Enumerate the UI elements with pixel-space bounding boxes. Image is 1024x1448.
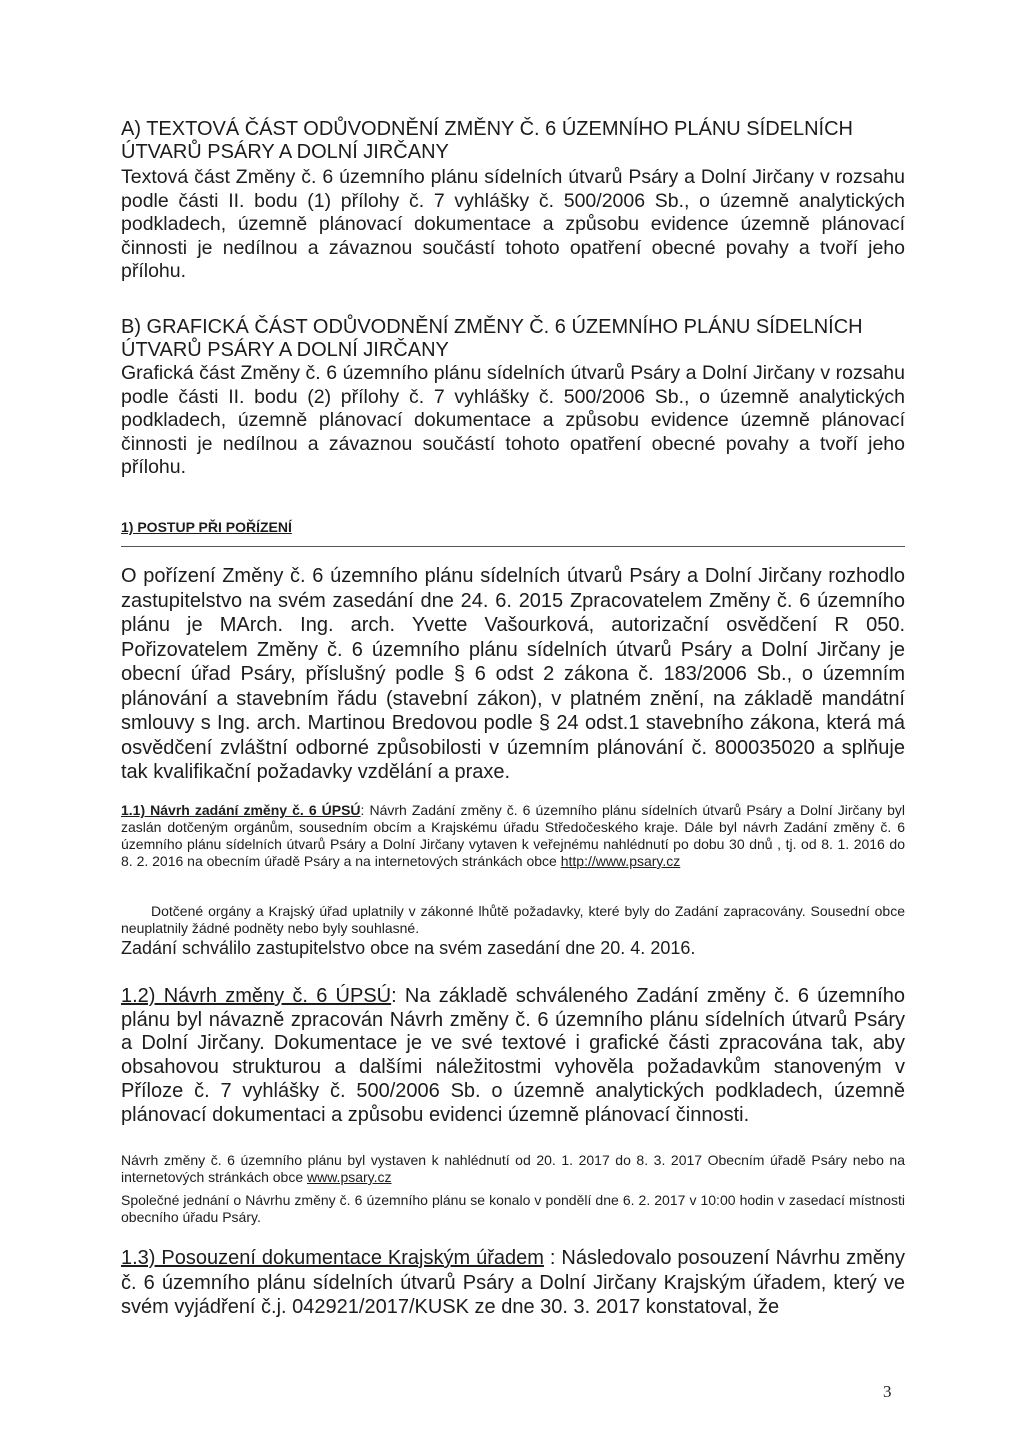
section-1-3-label: 1.3) Posouzení dokumentace Krajským úřadem xyxy=(121,1247,544,1269)
section-1-title-text: 1) POSTUP PŘI POŘÍZENÍ xyxy=(121,519,292,535)
section-1-2-label: 1.2) Návrh změny č. 6 ÚPSÚ xyxy=(121,985,392,1007)
section-1-2-exhibit-note xyxy=(121,1152,905,1186)
section-b-heading-line-1: B) GRAFICKÁ ČÁST ODŮVODNĚNÍ ZMĚNY Č. 6 ÚZEMNÍHO PLÁNU SÍDELNÍCH xyxy=(121,316,863,338)
section-1-2-meeting-note: Společné jednání o Návrhu změny č. 6 územního plánu se konalo v pondělí dne 6. 2. 2017 v 10:00 hodin v zasedací místnosti obecního úřadu Psáry. xyxy=(121,1192,905,1225)
section-1-2-small-1: Návrh změny č. 6 územního plánu byl vystaven k nahlédnutí od 20. 1. 2017 do 8. 3. 2017 Obecním úřadě Psáry nebo na internetových stránkách obce xyxy=(121,1152,905,1185)
section-1-1-paragraph-2 xyxy=(121,903,905,937)
section-1-1-label: 1.1) Návrh zadání změny č. 6 ÚPSÚ xyxy=(121,802,361,818)
section-a-heading-line-1: A) TEXTOVÁ ČÁST ODŮVODNĚNÍ ZMĚNY Č. 6 ÚZEMNÍHO PLÁNU SÍDELNÍCH xyxy=(121,118,853,140)
section-1-2-body: : Na základě schváleného Zadání změny č. 6 územního plánu byl návazně zpracován Návrh změny č. 6 územního plánu sídelních útvarů Psáry a Dolní Jirčany. Dokumentace je ve své textové i grafické části zpracována tak, aby obsahovou strukturou a dalšími náležitostmi vyhověla požadavkům stanoveným v Příloze č. 7 vyhlášky č. 500/2006 Sb. o územně analytických podkladech, územně plánovací dokumentaci a způsobu evidenci územně plánovací činnosti. xyxy=(121,985,906,1126)
psary-website-link[interactable]: http://www.psary.cz xyxy=(560,853,681,869)
section-1-2-paragraph xyxy=(121,985,905,1127)
section-1-1-approval: Zadání schválilo zastupitelstvo obce na svém zasedání dne 20. 4. 2016. xyxy=(121,938,696,958)
section-a-body: Textová část Změny č. 6 územního plánu sídelních útvarů Psáry a Dolní Jirčany v rozsahu podle části II. bodu (1) přílohy č. 7 vyhlášky č. 500/2006 Sb., o územně analytických podkladech, územně plánovací dokumentace a způsobu evidence územně plánovací činnosti je nedílnou a závaznou součástí tohoto opatření obecné povahy a tvoří jeho přílohu. xyxy=(121,166,905,282)
section-1-divider xyxy=(121,546,905,547)
section-b-heading xyxy=(121,316,905,362)
psary-website-link-2[interactable]: www.psary.cz xyxy=(307,1169,392,1185)
section-a-heading xyxy=(121,118,905,164)
section-1-3-paragraph xyxy=(121,1246,905,1320)
page-number: 3 xyxy=(883,1382,892,1401)
section-b-heading-line-2: ÚTVARŮ PSÁRY A DOLNÍ JIRČANY xyxy=(121,339,449,361)
section-1-title xyxy=(121,518,905,536)
section-1-1-body-2: Dotčené orgány a Krajský úřad uplatnily v zákonné lhůtě požadavky, které byly do Zadání zapracovány. Sousední obce neuplatnily žádné podněty nebo byly souhlasné. xyxy=(121,903,905,936)
section-1-1-body: : Návrh Zadání změny č. 6 územního plánu sídelních útvarů Psáry a Dolní Jirčany byl zaslán dotčeným orgánům, sousedním obcím a Krajskému úřadu Středočeského kraje. Dále byl návrh Zadání změny č. 6 územního plánu sídelních útvarů Psáry a Dolní Jirčany vytaven k veřejnému nahlédnutí po dobu 30 dnů , tj. od 8. 1. 2016 do 8. 2. 2016 na obecním úřadě Psáry a na internetových stránkách obce xyxy=(121,802,905,869)
section-b-body: Grafická část Změny č. 6 územního plánu sídelních útvarů Psáry a Dolní Jirčany v rozsahu podle části II. bodu (2) přílohy č. 7 vyhlášky č. 500/2006 Sb., o územně analytických podkladech, územně plánovací dokumentace a způsobu evidence územně plánovací činnosti je nedílnou a závaznou součástí tohoto opatření obecné povahy a tvoří jeho přílohu. xyxy=(121,362,905,478)
section-1-3-body: : Následovalo posouzení Návrhu změny č. 6 územního plánu sídelních útvarů Psáry a Dolní Jirčany Krajským úřadem, který ve svém vyjádření č.j. 042921/2017/KUSK ze dne 30. 3. 2017 konstatoval, že xyxy=(121,1247,905,1318)
section-1-body: O pořízení Změny č. 6 územního plánu sídelních útvarů Psáry a Dolní Jirčany rozhodlo zastupitelstvo na svém zasedání dne 24. 6. 2015 Zpracovatelem Změny č. 6 územního plánu je MArch. Ing. arch. Yvette Vašourková, autorizační osvědčení R 050. Pořizovatelem Změny č. 6 územního plánu sídelních útvarů Psáry a Dolní Jirčany je obecní úřad Psáry, příslušný podle § 6 odst 2 zákona č. 183/2006 Sb., o územním plánování a stavebním řádu (stavební zákon), v platném znění, na základě mandátní smlouvy s Ing. arch. Martinou Bredovou podle § 24 odst.1 stavebního zákona, která má osvědčení zvláštní odborné způsobilosti v územním plánování č. 800035020 a splňuje tak kvalifikační požadavky vzdělání a praxe. xyxy=(121,565,905,783)
section-1-1-paragraph xyxy=(121,802,905,870)
section-a-heading-line-2: ÚTVARŮ PSÁRY A DOLNÍ JIRČANY xyxy=(121,141,449,163)
